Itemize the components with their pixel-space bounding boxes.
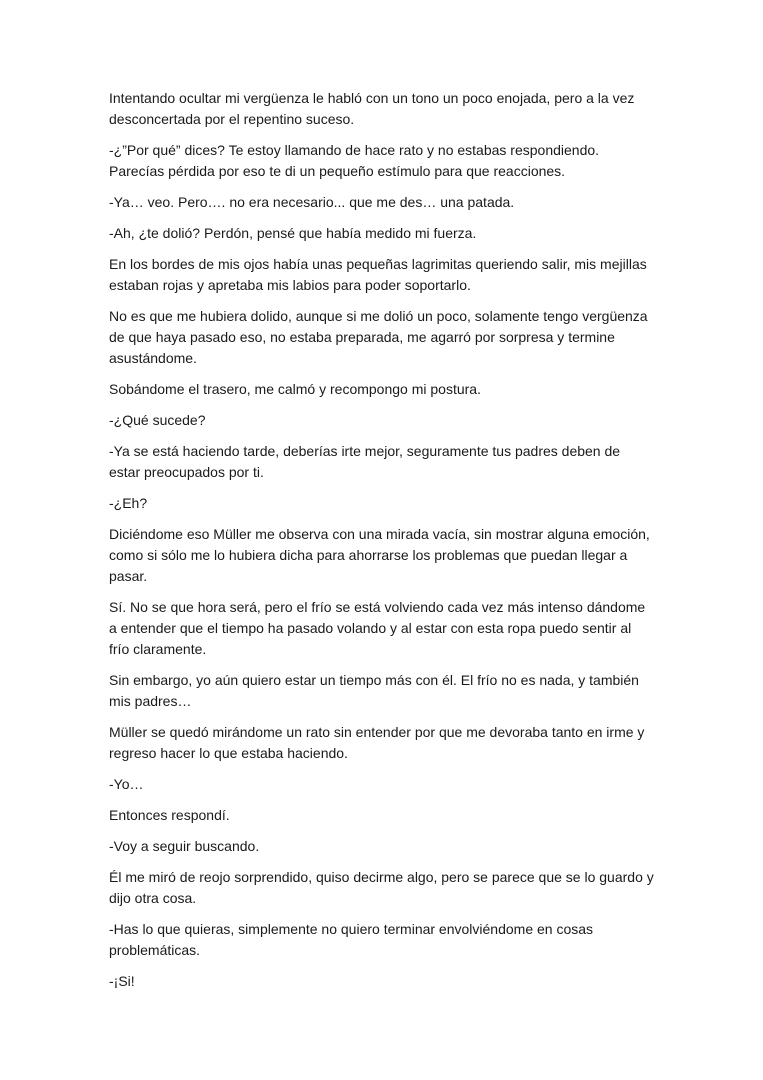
paragraph-6: No es que me hubiera dolido, aunque si me dolió un poco, solamente tengo vergüenza de que haya pasado eso, no estaba preparada, me agarró por sorpresa y termine asustándome. [109,308,648,366]
paragraph-20: -¡Si! [109,973,135,989]
paragraph-7: Sobándome el trasero, me calmó y recompongo mi postura. [109,381,481,397]
paragraph-11: Diciéndome eso Müller me observa con una mirada vacía, sin mostrar alguna emoción, como si sólo me lo hubiera dicha para ahorrarse los problemas que puedan llegar a pasar. [109,526,650,584]
paragraph-19: -Has lo que quieras, simplemente no quiero terminar envolviéndome en cosas problemáticas. [109,921,594,958]
paragraph-18: Él me miró de reojo sorprendido, quiso decirme algo, pero se parece que se lo guardo y dijo otra cosa. [109,869,654,906]
paragraph-10: -¿Eh? [109,495,148,511]
paragraph-3: -Ya… veo. Pero…. no era necesario... que me des… una patada. [109,194,515,210]
paragraph-2: -¿”Por qué” dices? Te estoy llamando de hace rato y no estabas respondiendo. Parecías pérdida por eso te di un pequeño estímulo para que reacciones. [109,142,600,179]
paragraph-1: Intentando ocultar mi vergüenza le habló con un tono un poco enojada, pero a la vez desconcertada por el repentino suceso. [109,90,635,127]
paragraph-8: -¿Qué sucede? [109,412,206,428]
paragraph-4: -Ah, ¿te dolió? Perdón, pensé que había medido mi fuerza. [109,225,477,241]
paragraph-12: Sí. No se que hora será, pero el frío se está volviendo cada vez más intenso dándome a entender que el tiempo ha pasado volando y al estar con esta ropa puedo sentir al frío claramente. [109,599,646,657]
document-body [109,88,654,1002]
paragraph-13: Sin embargo, yo aún quiero estar un tiempo más con él. El frío no es nada, y también mis padres… [109,672,639,709]
paragraph-16: Entonces respondí. [109,807,230,823]
paragraph-5: En los bordes de mis ojos había unas pequeñas lagrimitas queriendo salir, mis mejillas estaban rojas y apretaba mis labios para poder soportarlo. [109,256,647,293]
paragraph-14: Müller se quedó mirándome un rato sin entender por que me devoraba tanto en irme y regreso hacer lo que estaba haciendo. [109,724,645,761]
paragraph-9: -Ya se está haciendo tarde, deberías irte mejor, seguramente tus padres deben de estar preocupados por ti. [109,443,621,480]
paragraph-15: -Yo… [109,776,144,792]
paragraph-17: -Voy a seguir buscando. [109,838,260,854]
